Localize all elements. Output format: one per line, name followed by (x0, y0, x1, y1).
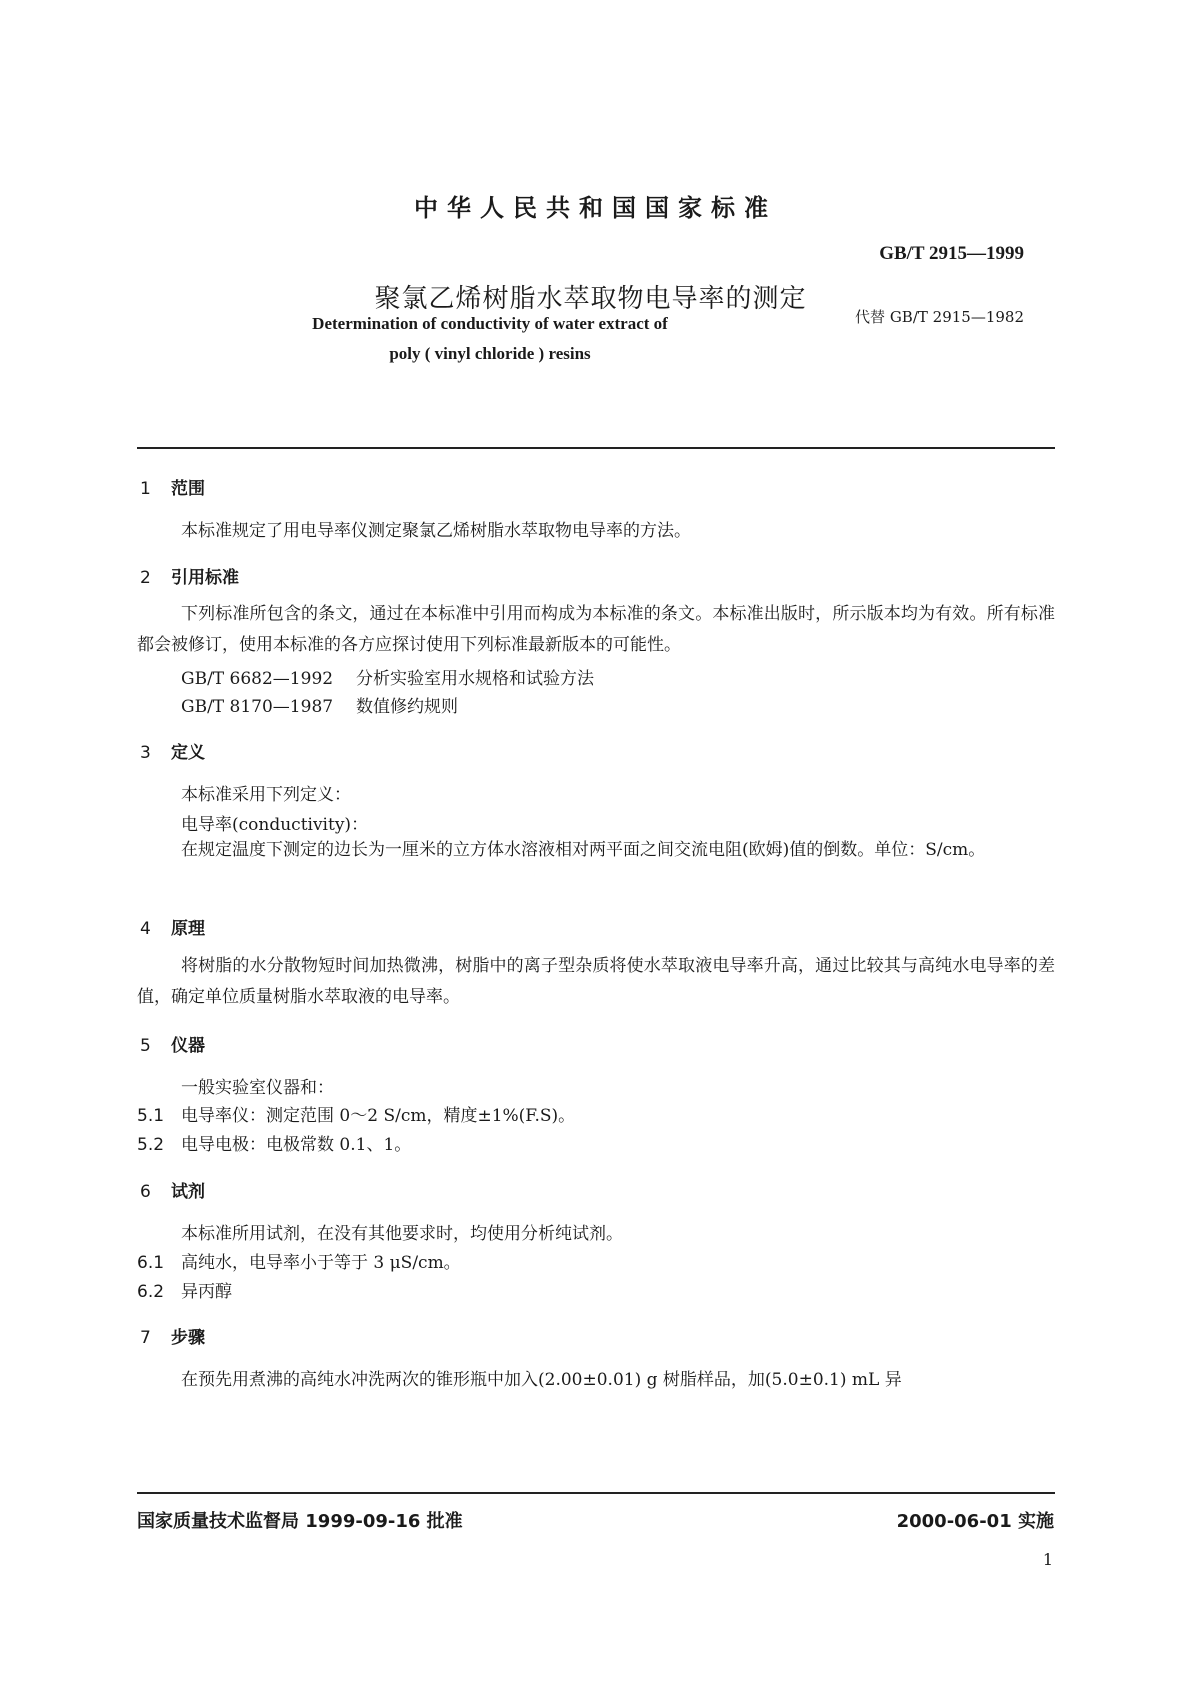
section-7-paragraph: 在预先用煮沸的高纯水冲洗两次的锥形瓶中加入(2.00±0.01) g 树脂样品，加(5.0±0.1) mL 异 (181, 1370, 902, 1390)
section-number: 5 (140, 1036, 151, 1056)
national-standard-heading: 中华人民共和国国家标准 (414, 194, 777, 222)
subclause-text: 高纯水，电导率小于等于 3 μS/cm。 (181, 1253, 461, 1273)
subclause-text: 异丙醇 (181, 1282, 232, 1302)
reference-item (181, 664, 594, 689)
section-title: 试剂 (171, 1182, 205, 1202)
section-number: 1 (140, 479, 151, 499)
section-6-paragraph: 本标准所用试剂，在没有其他要求时，均使用分析纯试剂。 (181, 1224, 623, 1244)
section-1-heading (140, 474, 205, 499)
title-english-line2: poly ( vinyl chloride ) resins (389, 344, 591, 363)
section-title: 仪器 (171, 1036, 205, 1056)
section-6-heading (140, 1177, 205, 1202)
subclause-item (137, 1130, 411, 1155)
section-5-heading (140, 1031, 205, 1056)
section-title: 定义 (171, 743, 205, 763)
section-7-heading (140, 1323, 205, 1348)
section-number: 4 (140, 919, 151, 939)
footer-divider (137, 1492, 1055, 1494)
section-3-paragraph-2: 电导率(conductivity)： (181, 815, 369, 835)
reference-title: 数值修约规则 (356, 697, 458, 717)
reference-title: 分析实验室用水规格和试验方法 (356, 669, 594, 689)
section-number: 6 (140, 1182, 151, 1202)
section-number: 2 (140, 568, 151, 588)
section-title: 范围 (171, 479, 205, 499)
page-number: 1 (1042, 1550, 1053, 1569)
section-3-paragraph-3: 在规定温度下测定的边长为一厘米的立方体水溶液相对两平面之间交流电阻(欧姆)值的倒数。单位：S/cm。 (181, 840, 986, 860)
section-4-heading (140, 914, 205, 939)
section-3-heading (140, 738, 205, 763)
section-2-heading (140, 563, 239, 588)
reference-item (181, 692, 458, 717)
implementation-date: 2000-06-01 实施 (896, 1511, 1054, 1532)
approval-note: 国家质量技术监督局 1999-09-16 批准 (137, 1511, 463, 1532)
reference-code: GB/T 6682—1992 (181, 669, 334, 689)
section-4-paragraph: 将树脂的水分散物短时间加热微沸，树脂中的离子型杂质将使水萃取液电导率升高，通过比较其与高纯水电导率的差值，确定单位质量树脂水萃取液的电导率。 (137, 956, 1055, 1007)
section-title: 原理 (171, 919, 205, 939)
subclause-text: 电导率仪：测定范围 0～2 S/cm，精度±1%(F.S)。 (181, 1106, 576, 1126)
subclause-item (137, 1277, 232, 1302)
reference-code: GB/T 8170—1987 (181, 697, 334, 717)
subclause-text: 电导电极：电极常数 0.1、1。 (181, 1135, 412, 1155)
standard-code: GB/T 2915—1999 (879, 243, 1024, 264)
section-3-paragraph-1: 本标准采用下列定义： (181, 785, 351, 805)
section-number: 3 (140, 743, 151, 763)
section-5-paragraph: 一般实验室仪器和： (181, 1078, 334, 1098)
title-chinese: 聚氯乙烯树脂水萃取物电导率的测定 (374, 284, 807, 314)
section-title: 步骤 (171, 1328, 205, 1348)
header-divider (137, 447, 1055, 449)
subclause-number: 6.1 (137, 1253, 165, 1273)
section-2-paragraph: 下列标准所包含的条文，通过在本标准中引用而构成为本标准的条文。本标准出版时，所示版本均为有效。所有标准都会被修订，使用本标准的各方应探讨使用下列标准最新版本的可能性。 (137, 604, 1055, 655)
subclause-item (137, 1248, 461, 1273)
subclause-number: 5.1 (137, 1106, 165, 1126)
section-1-paragraph: 本标准规定了用电导率仪测定聚氯乙烯树脂水萃取物电导率的方法。 (181, 521, 691, 541)
subclause-number: 6.2 (137, 1282, 165, 1302)
title-english-line1: Determination of conductivity of water extract of (312, 314, 668, 333)
section-title: 引用标准 (171, 568, 239, 588)
subclause-number: 5.2 (137, 1135, 165, 1155)
section-number: 7 (140, 1328, 151, 1348)
subclause-item (137, 1101, 575, 1126)
replaces-note: 代替 GB/T 2915—1982 (855, 308, 1024, 326)
